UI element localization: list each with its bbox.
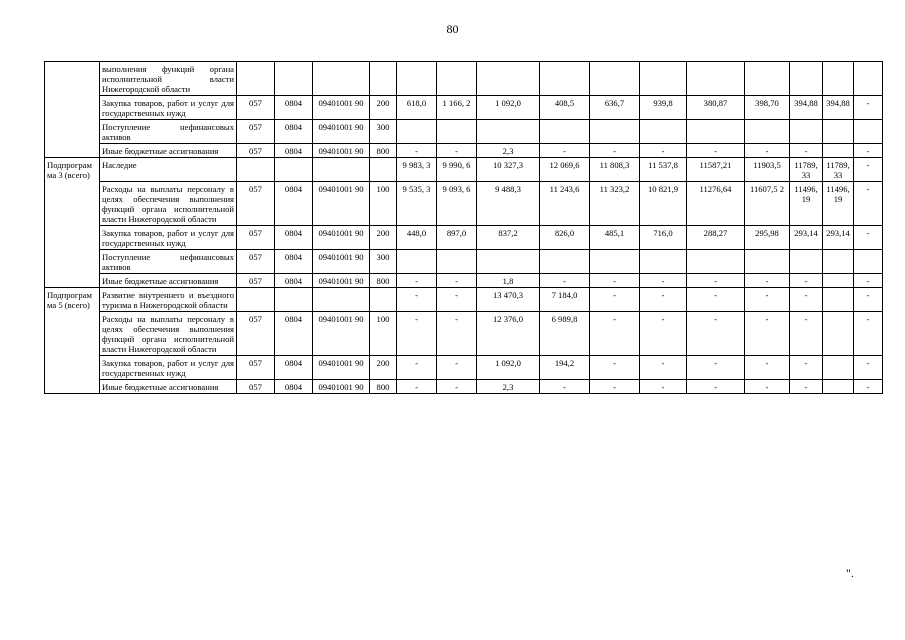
value-cell: - (790, 274, 823, 288)
table-row (45, 120, 883, 144)
value-cell (854, 120, 883, 144)
value-cell: 200 (370, 356, 397, 380)
value-cell: 10 327,3 (477, 158, 540, 182)
value-cell: - (397, 274, 437, 288)
value-cell: 11 323,2 (590, 182, 640, 226)
value-cell (237, 158, 275, 182)
value-cell: - (854, 182, 883, 226)
value-cell: 288,27 (687, 226, 745, 250)
table-row (45, 250, 883, 274)
value-cell: 295,98 (745, 226, 790, 250)
value-cell (437, 62, 477, 96)
value-cell: - (854, 96, 883, 120)
value-cell: 11587,21 (687, 158, 745, 182)
value-cell: 826,0 (540, 226, 590, 250)
value-cell: 300 (370, 120, 397, 144)
value-cell: 09401001 90 (313, 96, 370, 120)
value-cell: 057 (237, 182, 275, 226)
value-cell: 0804 (275, 120, 313, 144)
value-cell: - (687, 380, 745, 394)
value-cell: - (590, 356, 640, 380)
value-cell: 11276,64 (687, 182, 745, 226)
table-row (45, 144, 883, 158)
value-cell: 194,2 (540, 356, 590, 380)
value-cell (687, 120, 745, 144)
value-cell (745, 120, 790, 144)
table-row (45, 158, 883, 182)
value-cell: - (790, 312, 823, 356)
value-cell: 9 535, 3 (397, 182, 437, 226)
table-row (45, 182, 883, 226)
value-cell (745, 250, 790, 274)
value-cell (397, 250, 437, 274)
value-cell: 636,7 (590, 96, 640, 120)
value-cell: 09401001 90 (313, 226, 370, 250)
value-cell: 057 (237, 274, 275, 288)
value-cell: - (854, 158, 883, 182)
table-row (45, 226, 883, 250)
expense-description-cell: Расходы на выплаты персоналу в целях обеспечения выполнения функций органа исполнительной власти Нижегородской области (100, 182, 237, 226)
value-cell: 9 983, 3 (397, 158, 437, 182)
value-cell (590, 62, 640, 96)
value-cell: - (687, 312, 745, 356)
value-cell (477, 62, 540, 96)
value-cell: 11496, 19 (823, 182, 854, 226)
value-cell: 0804 (275, 312, 313, 356)
value-cell: 11496, 19 (790, 182, 823, 226)
value-cell: 12 376,0 (477, 312, 540, 356)
subprogram-cell: Подпрограмма 5 (всего) (45, 288, 100, 394)
budget-table-body (45, 62, 883, 394)
value-cell: 100 (370, 312, 397, 356)
table-row (45, 312, 883, 356)
closing-quote-mark: ". (846, 566, 854, 580)
table-row (45, 62, 883, 96)
value-cell (823, 380, 854, 394)
value-cell: - (540, 144, 590, 158)
value-cell: 398,70 (745, 96, 790, 120)
value-cell (437, 120, 477, 144)
table-row (45, 380, 883, 394)
value-cell (790, 250, 823, 274)
expense-description-cell: Закупка товаров, работ и услуг для государственных нужд (100, 356, 237, 380)
value-cell: 448,0 (397, 226, 437, 250)
value-cell: 1 092,0 (477, 356, 540, 380)
value-cell (313, 62, 370, 96)
value-cell: 0804 (275, 96, 313, 120)
value-cell (540, 62, 590, 96)
value-cell: - (437, 312, 477, 356)
value-cell (745, 62, 790, 96)
value-cell: 13 470,3 (477, 288, 540, 312)
value-cell: 100 (370, 182, 397, 226)
value-cell: - (640, 312, 687, 356)
value-cell: - (790, 144, 823, 158)
value-cell: - (854, 144, 883, 158)
value-cell: 0804 (275, 380, 313, 394)
value-cell: 10 821,9 (640, 182, 687, 226)
expense-description-cell: Поступление нефинансовых активов (100, 250, 237, 274)
expense-description-cell: Иные бюджетные ассигнования (100, 380, 237, 394)
value-cell: - (687, 144, 745, 158)
value-cell (275, 62, 313, 96)
value-cell: 1 166, 2 (437, 96, 477, 120)
value-cell: - (854, 356, 883, 380)
value-cell: - (745, 288, 790, 312)
value-cell: 200 (370, 226, 397, 250)
value-cell: 800 (370, 144, 397, 158)
value-cell: 2,3 (477, 144, 540, 158)
value-cell: 0804 (275, 226, 313, 250)
value-cell: 6 989,8 (540, 312, 590, 356)
value-cell: - (437, 380, 477, 394)
value-cell: - (687, 288, 745, 312)
value-cell (854, 250, 883, 274)
value-cell: 09401001 90 (313, 380, 370, 394)
value-cell: 057 (237, 120, 275, 144)
value-cell (687, 62, 745, 96)
value-cell (790, 120, 823, 144)
value-cell: 0804 (275, 274, 313, 288)
value-cell (854, 62, 883, 96)
value-cell: 0804 (275, 356, 313, 380)
value-cell: - (790, 356, 823, 380)
value-cell: 09401001 90 (313, 250, 370, 274)
value-cell: 200 (370, 96, 397, 120)
value-cell: 057 (237, 312, 275, 356)
value-cell (640, 250, 687, 274)
value-cell: - (854, 312, 883, 356)
value-cell: - (854, 288, 883, 312)
expense-description-cell: Наследие (100, 158, 237, 182)
value-cell: 11789, 33 (790, 158, 823, 182)
value-cell: - (590, 312, 640, 356)
value-cell (370, 158, 397, 182)
value-cell: - (540, 380, 590, 394)
expense-description-cell: Расходы на выплаты персоналу в целях обеспечения выполнения функций органа исполнительной власти Нижегородской области (100, 312, 237, 356)
value-cell: 394,88 (823, 96, 854, 120)
value-cell: - (640, 274, 687, 288)
table-row (45, 96, 883, 120)
value-cell: 12 069,6 (540, 158, 590, 182)
value-cell: - (854, 226, 883, 250)
value-cell: 057 (237, 226, 275, 250)
value-cell: - (590, 144, 640, 158)
value-cell: - (590, 288, 640, 312)
expense-description-cell: Иные бюджетные ассигнования (100, 274, 237, 288)
value-cell: 293,14 (823, 226, 854, 250)
value-cell (397, 120, 437, 144)
value-cell: - (437, 144, 477, 158)
value-cell: 09401001 90 (313, 356, 370, 380)
value-cell: - (540, 274, 590, 288)
value-cell: 09401001 90 (313, 182, 370, 226)
value-cell (540, 120, 590, 144)
value-cell (313, 288, 370, 312)
value-cell: - (854, 380, 883, 394)
value-cell: 057 (237, 250, 275, 274)
value-cell: 09401001 90 (313, 274, 370, 288)
value-cell: 057 (237, 380, 275, 394)
value-cell (477, 250, 540, 274)
value-cell: 11 808,3 (590, 158, 640, 182)
value-cell: 9 990, 6 (437, 158, 477, 182)
value-cell (477, 120, 540, 144)
value-cell: - (590, 380, 640, 394)
value-cell (275, 288, 313, 312)
value-cell: - (437, 288, 477, 312)
table-row (45, 288, 883, 312)
value-cell: 0804 (275, 144, 313, 158)
value-cell: - (640, 356, 687, 380)
value-cell: 800 (370, 380, 397, 394)
value-cell: - (640, 288, 687, 312)
value-cell (790, 62, 823, 96)
value-cell: 300 (370, 250, 397, 274)
value-cell: - (745, 356, 790, 380)
value-cell (823, 312, 854, 356)
value-cell: 0804 (275, 250, 313, 274)
subprogram-cell (45, 62, 100, 158)
value-cell: - (687, 274, 745, 288)
value-cell: 057 (237, 144, 275, 158)
value-cell: 618,0 (397, 96, 437, 120)
value-cell: 939,8 (640, 96, 687, 120)
value-cell: 837,2 (477, 226, 540, 250)
value-cell: 11903,5 (745, 158, 790, 182)
value-cell: - (790, 288, 823, 312)
expense-description-cell: Иные бюджетные ассигнования (100, 144, 237, 158)
value-cell: 2,3 (477, 380, 540, 394)
value-cell: - (745, 274, 790, 288)
value-cell: 800 (370, 274, 397, 288)
value-cell (823, 356, 854, 380)
value-cell (540, 250, 590, 274)
value-cell (237, 62, 275, 96)
value-cell (313, 158, 370, 182)
value-cell: - (745, 312, 790, 356)
value-cell (370, 288, 397, 312)
table-row (45, 274, 883, 288)
value-cell (823, 62, 854, 96)
value-cell: - (590, 274, 640, 288)
value-cell: 897,0 (437, 226, 477, 250)
value-cell: - (854, 274, 883, 288)
value-cell: 293,14 (790, 226, 823, 250)
value-cell (370, 62, 397, 96)
value-cell (590, 250, 640, 274)
value-cell: - (687, 356, 745, 380)
value-cell: 485,1 (590, 226, 640, 250)
value-cell: 057 (237, 96, 275, 120)
expense-description-cell: Закупка товаров, работ и услуг для государственных нужд (100, 226, 237, 250)
value-cell: 09401001 90 (313, 120, 370, 144)
value-cell: 11 243,6 (540, 182, 590, 226)
value-cell (640, 120, 687, 144)
value-cell: 09401001 90 (313, 144, 370, 158)
value-cell (823, 120, 854, 144)
value-cell: 716,0 (640, 226, 687, 250)
value-cell: 0804 (275, 182, 313, 226)
expense-description-cell: Развитие внутреннего и въездного туризма в Нижегородской области (100, 288, 237, 312)
expense-description-cell: Закупка товаров, работ и услуг для государственных нужд (100, 96, 237, 120)
value-cell: - (640, 144, 687, 158)
expense-description-cell: Поступление нефинансовых активов (100, 120, 237, 144)
value-cell: - (397, 312, 437, 356)
page-number: 80 (446, 22, 459, 36)
value-cell: 11 537,8 (640, 158, 687, 182)
value-cell: 09401001 90 (313, 312, 370, 356)
value-cell: 057 (237, 356, 275, 380)
value-cell: - (397, 380, 437, 394)
value-cell (823, 274, 854, 288)
value-cell: - (640, 380, 687, 394)
value-cell: - (397, 288, 437, 312)
value-cell: 1 092,0 (477, 96, 540, 120)
value-cell: - (437, 274, 477, 288)
value-cell (397, 62, 437, 96)
value-cell: - (397, 144, 437, 158)
value-cell (823, 288, 854, 312)
expense-description-cell: выполнения функций органа исполнительной власти Нижегородской области (100, 62, 237, 96)
value-cell: 9 093, 6 (437, 182, 477, 226)
value-cell: 394,88 (790, 96, 823, 120)
value-cell: 380,87 (687, 96, 745, 120)
value-cell: 11789, 33 (823, 158, 854, 182)
value-cell: 9 488,3 (477, 182, 540, 226)
value-cell: - (437, 356, 477, 380)
value-cell: 1,8 (477, 274, 540, 288)
value-cell: - (745, 380, 790, 394)
value-cell: 7 184,0 (540, 288, 590, 312)
budget-table (44, 61, 883, 394)
value-cell: 11607,5 2 (745, 182, 790, 226)
value-cell (237, 288, 275, 312)
value-cell: - (790, 380, 823, 394)
value-cell (590, 120, 640, 144)
subprogram-cell: Подпрограмма 3 (всего) (45, 158, 100, 288)
value-cell: - (745, 144, 790, 158)
value-cell (640, 62, 687, 96)
value-cell (437, 250, 477, 274)
value-cell (823, 250, 854, 274)
table-row (45, 356, 883, 380)
value-cell: 408,5 (540, 96, 590, 120)
value-cell (275, 158, 313, 182)
value-cell (823, 144, 854, 158)
value-cell (687, 250, 745, 274)
value-cell: - (397, 356, 437, 380)
